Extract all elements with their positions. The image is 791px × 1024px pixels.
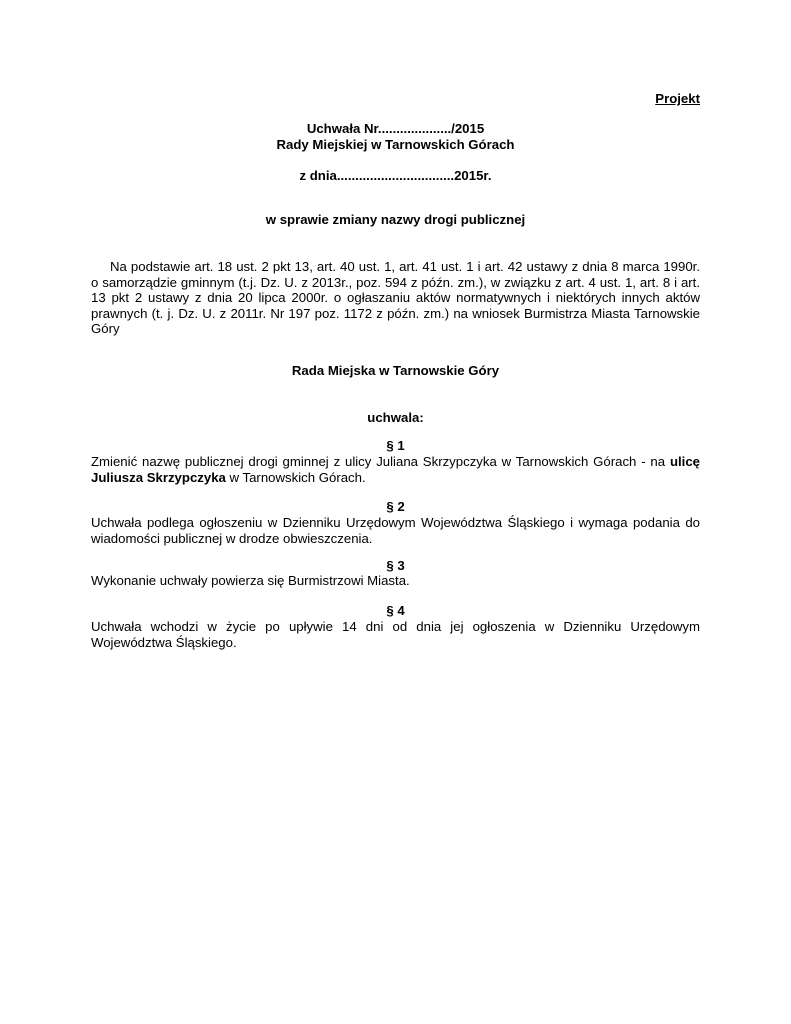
- section-4-text: Uchwała wchodzi w życie po upływie 14 dni od dnia jej ogłoszenia w Dzienniku Urzędowym Województwa Śląskiego.: [91, 619, 700, 650]
- section-3-heading: § 3: [386, 558, 405, 573]
- resolution-date: z dnia................................2015r.: [299, 168, 492, 183]
- section-1-text: [91, 454, 700, 485]
- section-1-heading: § 1: [386, 438, 405, 453]
- resolution-subject: w sprawie zmiany nazwy drogi publicznej: [265, 212, 526, 227]
- section-2-text: Uchwała podlega ogłoszeniu w Dzienniku Urzędowym Województwa Śląskiego i wymaga podania do wiadomości publicznej w drodze obwieszczenia.: [91, 515, 700, 546]
- legal-basis-paragraph: Na podstawie art. 18 ust. 2 pkt 13, art. 40 ust. 1, art. 41 ust. 1 i art. 42 ustawy z dnia 8 marca 1990r. o samorządzie gminnym (t.j. Dz. U. z 2013r., poz. 594 z późn. zm.), w związku z art. 4 ust. 1, art. 8 i art. 13 pkt 2 ustawy z dnia 20 lipca 2000r. o ogłaszaniu aktów normatywnych i niektórych innych aktów prawnych (t. j. Dz. U. z 2011r. Nr 197 poz. 1172 z późn. zm.) na wniosek Burmistrza Miasta Tarnowskie Góry: [91, 259, 700, 336]
- section-2-heading: § 2: [386, 499, 405, 514]
- resolves-heading: uchwala:: [367, 410, 424, 425]
- council-heading: Rada Miejska w Tarnowskie Góry: [291, 363, 500, 378]
- section-1-text-after: w Tarnowskich Górach.: [225, 469, 366, 485]
- document-page: [91, 0, 700, 1024]
- section-3-text: Wykonanie uchwały powierza się Burmistrzowi Miasta.: [91, 573, 410, 588]
- council-name-title: Rady Miejskiej w Tarnowskich Górach: [276, 137, 515, 152]
- section-1-new-street-name: ulicę Juliusza Skrzypczyka: [91, 454, 700, 485]
- resolution-number: Uchwała Nr..................../2015: [306, 121, 485, 136]
- section-4-heading: § 4: [386, 603, 405, 618]
- projekt-label: Projekt: [655, 91, 700, 106]
- section-1-text-before: Zmienić nazwę publicznej drogi gminnej z ulicy Juliana Skrzypczyka w Tarnowskich Górach - na: [91, 454, 670, 469]
